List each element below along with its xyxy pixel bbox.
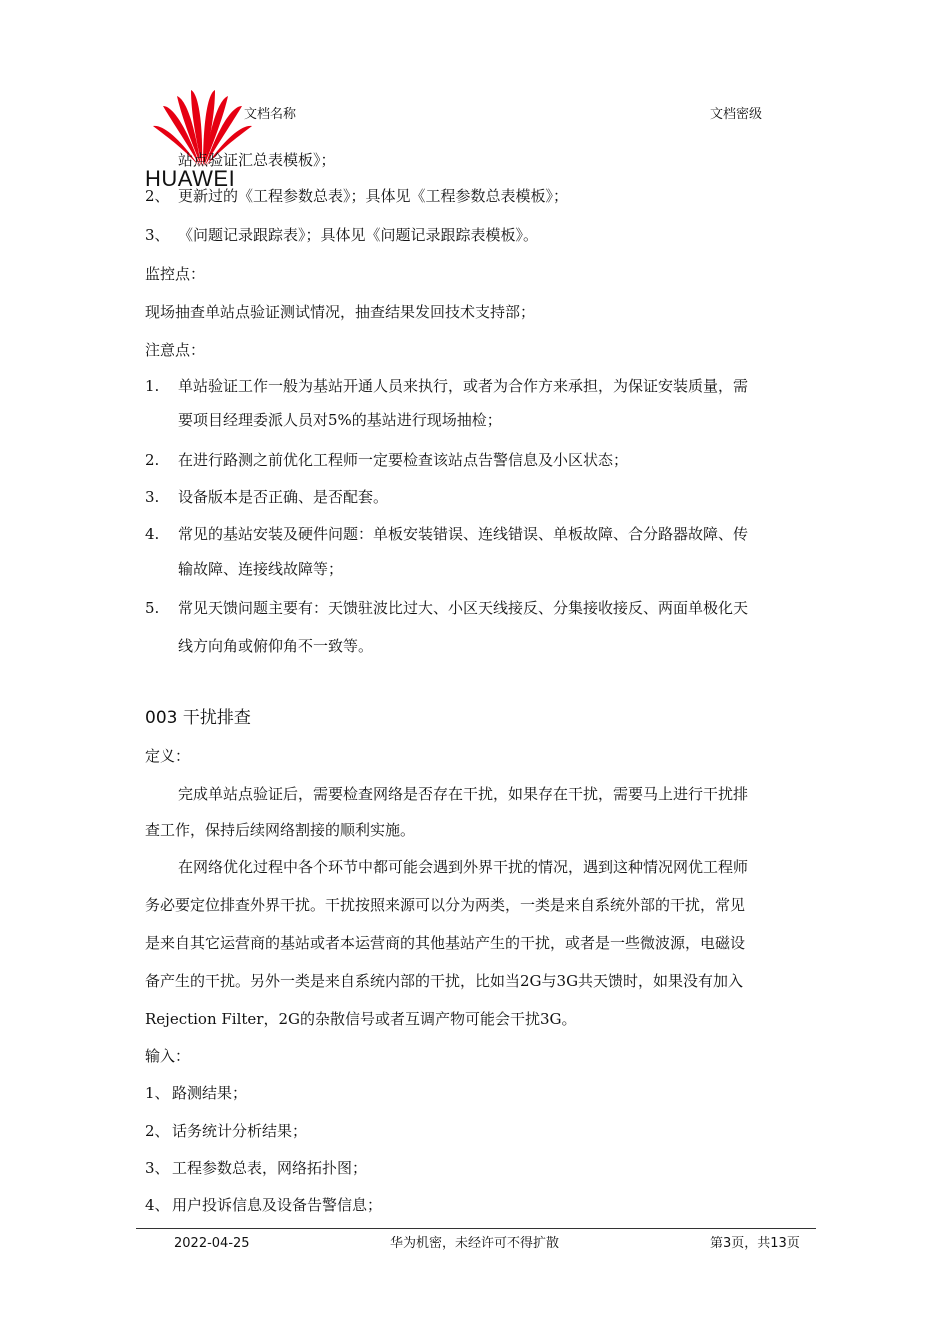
paragraph-2-line-5: Rejection Filter，2G的杂散信号或者互调产物可能会干扰3G。 (145, 1010, 577, 1028)
list-text-cont: 要项目经理委派人员对5%的基站进行现场抽检； (178, 411, 502, 429)
paragraph-2-line-1: 在网络优化过程中各个环节中都可能会遇到外界干扰的情况，遇到这种情况网优工程师 (178, 858, 749, 876)
list-number: 2. (145, 451, 160, 469)
list-text: 更新过的《工程参数总表》；具体见《工程参数总表模板》； (178, 187, 569, 205)
note-item-5 (0, 598, 950, 658)
list-text-cont: 线方向角或俯仰角不一致等。 (178, 637, 374, 655)
list-number: 5. (145, 599, 160, 617)
output-item-2 (0, 186, 950, 206)
note-item-1 (0, 376, 950, 436)
paragraph-2-line-2: 务必要定位排查外界干扰。干扰按照来源可以分为两类，一类是来自系统外部的干扰，常见 (145, 896, 746, 914)
footer-divider (136, 1228, 816, 1229)
list-text: 设备版本是否正确、是否配套。 (178, 488, 389, 506)
list-text: 用户投诉信息及设备告警信息； (172, 1196, 383, 1214)
list-number: 1. (145, 377, 160, 395)
list-number: 3、 (145, 226, 170, 244)
note-item-4 (0, 524, 950, 584)
list-number: 1、 (145, 1084, 170, 1102)
list-text: 常见的基站安装及硬件问题：单板安装错误、连线错误、单板故障、合分路器故障、传 (178, 525, 749, 543)
list-text: 在进行路测之前优化工程师一定要检查该站点告警信息及小区状态； (178, 451, 629, 469)
note-item-3 (0, 487, 950, 507)
list-text: 话务统计分析结果； (172, 1122, 308, 1140)
notes-label: 注意点： (145, 341, 206, 359)
list-text: 常见天馈问题主要有：天馈驻波比过大、小区天线接反、分集接收接反、两面单极化天 (178, 599, 749, 617)
section-title: 003 干扰排查 (145, 708, 251, 728)
paragraph-2-line-4: 备产生的干扰。另外一类是来自系统内部的干扰，比如当2G与3G共天馈时，如果没有加入 (145, 972, 744, 990)
note-item-2 (0, 450, 950, 470)
paragraph-2-line-3: 是来自其它运营商的基站或者本运营商的其他基站产生的干扰，或者是一些微波源，电磁设 (145, 934, 746, 952)
definition-label: 定义： (145, 747, 191, 765)
input-item-1 (0, 1083, 950, 1103)
paragraph-1-line-2: 查工作，保持后续网络割接的顺利实施。 (145, 821, 416, 839)
input-label: 输入： (145, 1047, 191, 1065)
doc-level-label: 文档密级 (710, 107, 763, 122)
list-number: 4. (145, 525, 160, 543)
list-number: 2、 (145, 187, 170, 205)
list-text: 单站验证工作一般为基站开通人员来执行，或者为合作方来承担，为保证安装质量，需 (178, 377, 749, 395)
input-item-3 (0, 1158, 950, 1178)
list-number: 4、 (145, 1196, 170, 1214)
footer-date: 2022-04-25 (174, 1236, 250, 1251)
list-text: 《问题记录跟踪表》；具体见《问题记录跟踪表模板》。 (178, 226, 539, 244)
input-item-2 (0, 1121, 950, 1141)
list-number: 3、 (145, 1159, 170, 1177)
monitor-label: 监控点： (145, 265, 206, 283)
monitor-text: 现场抽查单站点验证测试情况，抽查结果发回技术支持部； (145, 303, 536, 321)
logo-wordmark: HUAWEI (145, 166, 236, 191)
list-text-cont: 输故障、连接线故障等； (178, 560, 344, 578)
output-item-3 (0, 225, 950, 245)
paragraph-1-line-1: 完成单站点验证后，需要检查网络是否存在干扰，如果存在干扰，需要马上进行干扰排 (178, 785, 749, 803)
continued-line: 站点验证汇总表模板》； (178, 151, 336, 169)
doc-name-label: 文档名称 (244, 107, 297, 122)
footer-confidential: 华为机密，未经许可不得扩散 (390, 1236, 560, 1251)
footer-page-info: 第3页，共13页 (710, 1236, 800, 1251)
list-number: 3. (145, 488, 160, 506)
input-item-4 (0, 1195, 950, 1215)
list-text: 工程参数总表，网络拓扑图； (172, 1159, 368, 1177)
list-number: 2、 (145, 1122, 170, 1140)
list-text: 路测结果； (172, 1084, 248, 1102)
